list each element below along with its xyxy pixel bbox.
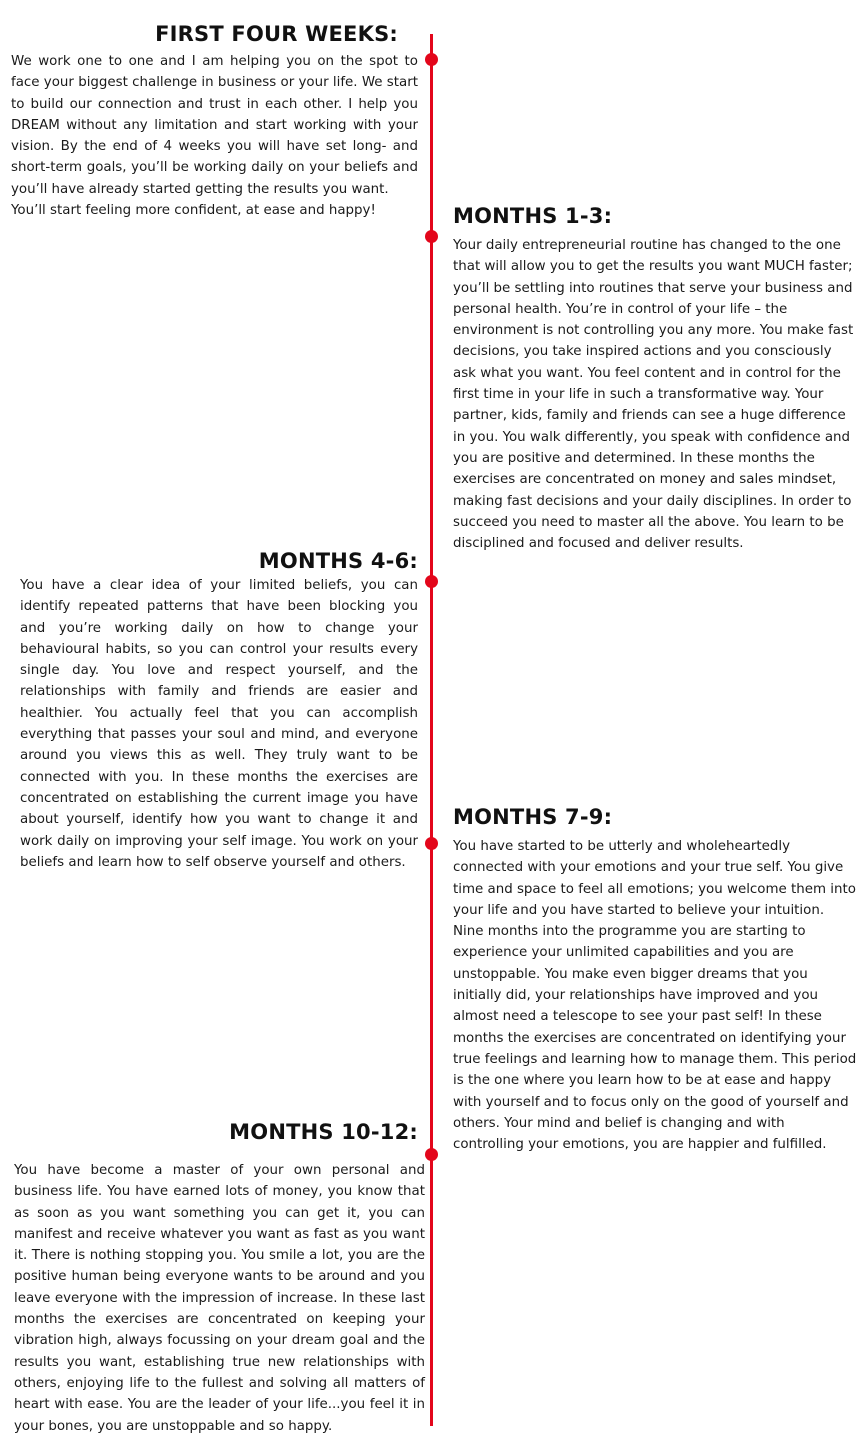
section-title-first-four-weeks: FIRST FOUR WEEKS: [155,22,398,46]
section-body-first-four-weeks: We work one to one and I am helping you on the spot to face your biggest challenge in business or your life. We start to build our connection and trust in each other. I help you DREAM without any limitation and start working with your vision. By the end of 4 weeks you will have set long- and short-term goals, you’ll be working daily on your beliefs and you’ll have already started getting the results you want. [11,54,418,197]
section-body-months-10-12: You have become a master of your own personal and business life. You have earned lots of money, you know that as soon as you want something you can get it, you can manifest and receive whatever you want as fast as you want it. There is nothing stopping you. You smile a lot, you are the positive human being everyone wants to be around and you leave everyone with the impression of increase. In these last months the exercises are concentrated on keeping your vibration high, always focussing on your dream goal and the results you want, establishing true new relationships with others, enjoying life to the fullest and solving all matters of heart with ease. You are the leader of your life...you feel it in your bones, you are unstoppable and so happy. [14,1163,425,1434]
section-title-months-10-12: MONTHS 10-12: [229,1120,418,1144]
timeline-marker-months-7-9 [425,837,438,850]
section-body-months-1-3: Your daily entrepreneurial routine has changed to the one that will allow you to get the results you want MUCH faster; you’ll be settling into routines that serve your business and personal health. You’re in control of your life – the environment is not controlling you any more. You make fast decisions, you take inspired actions and you consciously ask what you want. You feel content and in control for the first time in your life in such a transformative way. Your partner, kids, family and friends can see a huge difference in you. You walk differently, you speak with confidence and you are positive and determined. In these months the exercises are concentrated on money and sales mindset, making fast decisions and your daily disciplines. In order to succeed you need to master all the above. You learn to be disciplined and focused and deliver results. [453,238,854,552]
section-title-months-7-9: MONTHS 7-9: [453,805,613,829]
section-body-months-4-6: You have a clear idea of your limited beliefs, you can identify repeated patterns that have been blocking you and you’re working daily on how to change your behavioural habits, so you can control your results every single day. You love and respect yourself, and the relationships with family and friends are easier and healthier. You actually feel that you can accomplish everything that passes your soul and mind, and everyone around you views this as well. They truly want to be connected with you. In these months the exercises are concentrated on establishing the current image you have about yourself, identify how you want to change it and work daily on improving your self image. You work on your beliefs and learn how to self observe yourself and others. [20,578,418,870]
section-body-first-four-weeks-closing: You’ll start feeling more confident, at ease and happy! [11,203,376,218]
timeline-marker-first-four-weeks [425,53,438,66]
section-title-months-1-3: MONTHS 1-3: [453,204,613,228]
timeline-marker-months-1-3 [425,230,438,243]
timeline-marker-months-10-12 [425,1148,438,1161]
timeline-marker-months-4-6 [425,575,438,588]
section-body-months-7-9: You have started to be utterly and wholeheartedly connected with your emotions and your true self. You give time and space to feel all emotions; you welcome them into your life and you have started to believe your intuition. Nine months into the programme you are starting to experience your unlimited capabilities and you are unstoppable. You make even bigger dreams that you initially did, your relationships have improved and you almost need a telescope to see your past self! In these months the exercises are concentrated on identifying your true feelings and learning how to manage them. This period is the one where you learn how to be at ease and happy with yourself and to focus only on the good of yourself and others. Your mind and belief is changing and with controlling your emotions, you are happier and fulfilled. [453,839,857,1153]
section-title-months-4-6: MONTHS 4-6: [258,549,418,573]
